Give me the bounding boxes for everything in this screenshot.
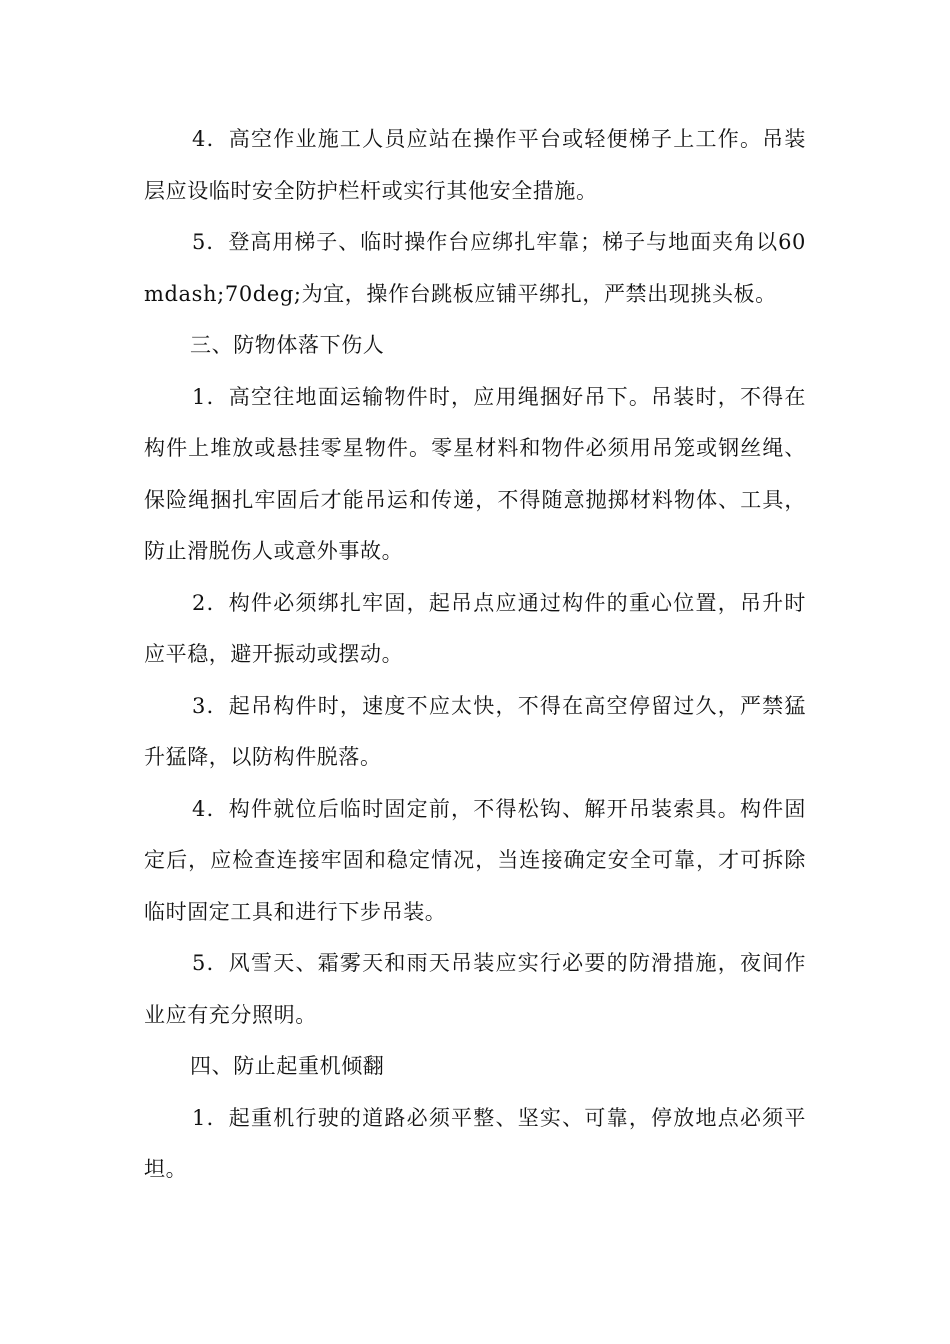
section-heading-crane-tipping: 四、防止起重机倾翻 (190, 1054, 385, 1078)
paragraph-item-1-road: 1．起重机行驶的道路必须平整、坚实、可靠，停放地点必须平坦。 (144, 1105, 806, 1181)
paragraph-item-2-binding: 2．构件必须绑扎牢固，起吊点应通过构件的重心位置，吊升时应平稳，避开振动或摆动。 (144, 590, 806, 666)
paragraph-item-4-fixing: 4．构件就位后临时固定前，不得松钩、解开吊装索具。构件固定后，应检查连接牢固和稳定情况，当连接确定安全可靠，才可拆除临时固定工具和进行下步吊装。 (144, 796, 806, 924)
paragraph-item-5-weather: 5．风雪天、霜雾天和雨天吊装应实行必要的防滑措施，夜间作业应有充分照明。 (144, 951, 806, 1027)
paragraph-item-5-ladder: 5．登高用梯子、临时操作台应绑扎牢靠；梯子与地面夹角以60mdash;70deg;为宜，操作台跳板应铺平绑扎，严禁出现挑头板。 (144, 230, 806, 306)
document-body (144, 114, 806, 1196)
section-heading-falling-objects: 三、防物体落下伤人 (190, 333, 385, 357)
paragraph-item-3-lifting-speed: 3．起吊构件时，速度不应太快，不得在高空停留过久，严禁猛升猛降，以防构件脱落。 (144, 693, 806, 769)
paragraph-item-4-platform: 4．高空作业施工人员应站在操作平台或轻便梯子上工作。吊装层应设临时安全防护栏杆或实行其他安全措施。 (144, 127, 806, 203)
paragraph-item-1-transport: 1．高空往地面运输物件时，应用绳捆好吊下。吊装时，不得在构件上堆放或悬挂零星物件。零星材料和物件必须用吊笼或钢丝绳、保险绳捆扎牢固后才能吊运和传递，不得随意抛掷材料物体、工具，防止滑脱伤人或意外事故。 (144, 384, 806, 563)
